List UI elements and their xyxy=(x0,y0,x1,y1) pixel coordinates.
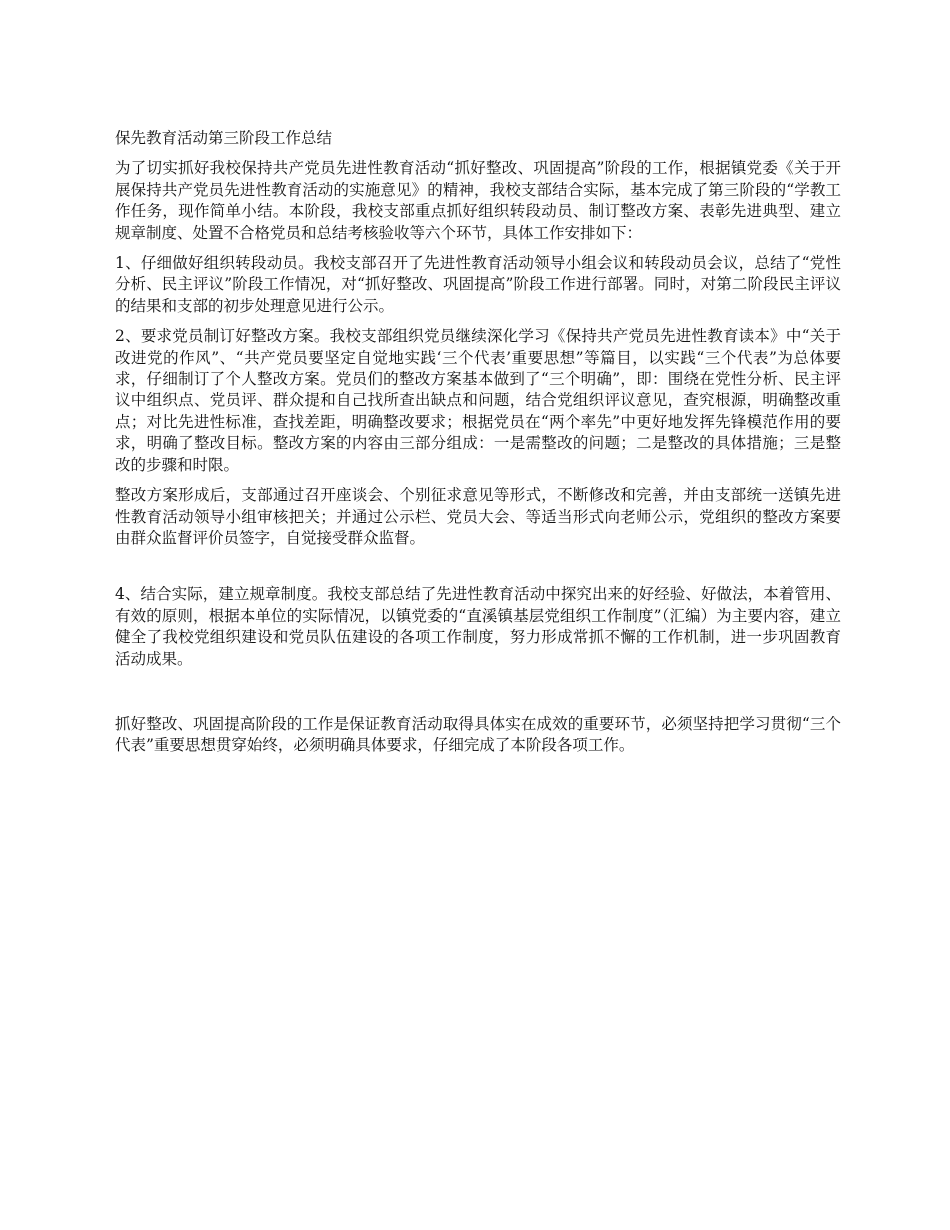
paragraph-intro: 为了切实抓好我校保持共产党员先进性教育活动“抓好整改、巩固提高”阶段的工作，根据镇党委《关于开展保持共产党员先进性教育活动的实施意见》的精神，我校支部结合实际，基本完成了第三阶段的“学教工作任务，现作简单小结。本阶段，我校支部重点抓好组织转段动员、制订整改方案、表彰先进典型、建立规章制度、处置不合格党员和总结考核验收等六个环节，具体工作安排如下： xyxy=(115,159,841,242)
paragraph-item-4: 4、结合实际，建立规章制度。我校支部总结了先进性教育活动中探究出来的好经验、好做法，本着管用、有效的原则，根据本单位的实际情况，以镇党委的“直溪镇基层党组织工作制度”（汇编）为主要内容，建立健全了我校党组织建设和党员队伍建设的各项工作制度，努力形成常抓不懈的工作机制，进一步巩固教育活动成果。 xyxy=(115,585,841,668)
document-title: 保先教育活动第三阶段工作总结 xyxy=(115,129,333,147)
paragraph-conclusion: 抓好整改、巩固提高阶段的工作是保证教育活动取得具体实在成效的重要环节，必须坚持把学习贯彻“三个代表”重要思想贯穿始终，必须明确具体要求，仔细完成了本阶段各项工作。 xyxy=(115,714,841,755)
document-body xyxy=(115,128,841,766)
paragraph-item-1: 1、仔细做好组织转段动员。我校支部召开了先进性教育活动领导小组会议和转段动员会议，总结了“党性分析、民主评议”阶段工作情况，对“抓好整改、巩固提高”阶段工作进行部署。同时，对第二阶段民主评议的结果和支部的初步处理意见进行公示。 xyxy=(115,254,841,315)
paragraph-item-2-followup: 整改方案形成后，支部通过召开座谈会、个别征求意见等形式，不断修改和完善，并由支部统一送镇先进性教育活动领导小组审核把关；并通过公示栏、党员大会、等适当形式向老师公示，党组织的整改方案要由群众监督评价员签字，自觉接受群众监督。 xyxy=(115,486,841,547)
paragraph-item-2: 2、要求党员制订好整改方案。我校支部组织党员继续深化学习《保持共产党员先进性教育读本》中“关于改进党的作风”、“共产党员要坚定自觉地实践‘三个代表’重要思想”等篇目，以实践“三个代表”为总体要求，仔细制订了个人整改方案。党员们的整改方案基本做到了“三个明确”，即：围绕在党性分析、民主评议中组织点、党员评、群众提和自己找所查出缺点和问题，结合党组织评议意见，查究根源，明确整改重点；对比先进性标准，查找差距，明确整改要求；根据党员在“两个率先”中更好地发挥先锋模范作用的要求，明确了整改目标。整改方案的内容由三部分组成：一是需整改的问题；二是整改的具体措施；三是整改的步骤和时限。 xyxy=(115,327,841,474)
